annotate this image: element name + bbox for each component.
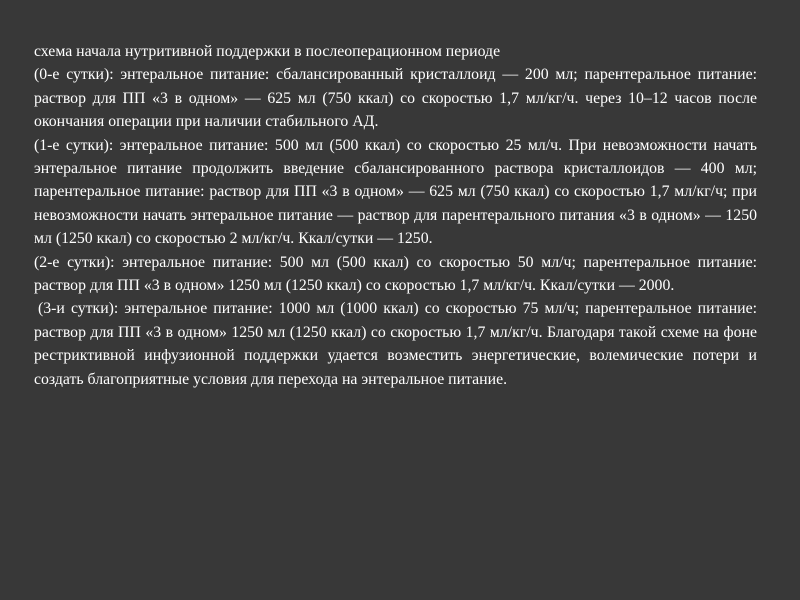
day-2-paragraph: (2-е сутки): энтеральное питание: 500 мл (500 ккал) со скоростью 50 мл/ч; парентеральное питание: раствор для ПП «3 в одном» 1250 мл (1250 ккал) со скоростью 1,7 мл/кг/ч. Ккал/сутки — 2000. xyxy=(34,253,757,295)
day-3-paragraph: (3-и сутки): энтеральное питание: 1000 мл (1000 ккал) со скоростью 75 мл/ч; парентеральное питание: раствор для ПП «3 в одном» 1250 мл (1250 ккал) со скоростью 1,7 мл/кг/ч. Благодаря такой схеме на фоне рестриктивной инфузионной поддержки удается возместить энергетические, волемические потери и создать благоприятные условия для перехода на энтеральное питание. xyxy=(34,300,757,388)
slide-heading: схема начала нутритивной поддержки в послеоперационном периоде xyxy=(34,43,501,60)
slide-text xyxy=(34,40,757,391)
day-0-paragraph: (0-е сутки): энтеральное питание: сбалансированный кристаллоид — 200 мл; парентеральное питание: раствор для ПП «3 в одном» — 625 мл (750 ккал) со скоростью 1,7 мл/кг/ч. через 10–12 часов после окончания операции при наличии стабильного АД. xyxy=(34,66,757,131)
day-1-paragraph: (1-е сутки): энтеральное питание: 500 мл (500 ккал) со скоростью 25 мл/ч. При невозможности начать энтеральное питание продолжить введение сбалансированного раствора кристаллоидов — 400 мл; парентеральное питание: раствор для ПП «3 в одном» — 625 мл (750 ккал) со скоростью 1,7 мл/кг/ч; при невозможности начать энтеральное питание — раствор для парентерального питания «3 в одном» — 1250 мл (1250 ккал) со скоростью 2 мл/кг/ч. Ккал/сутки — 1250. xyxy=(34,136,757,248)
